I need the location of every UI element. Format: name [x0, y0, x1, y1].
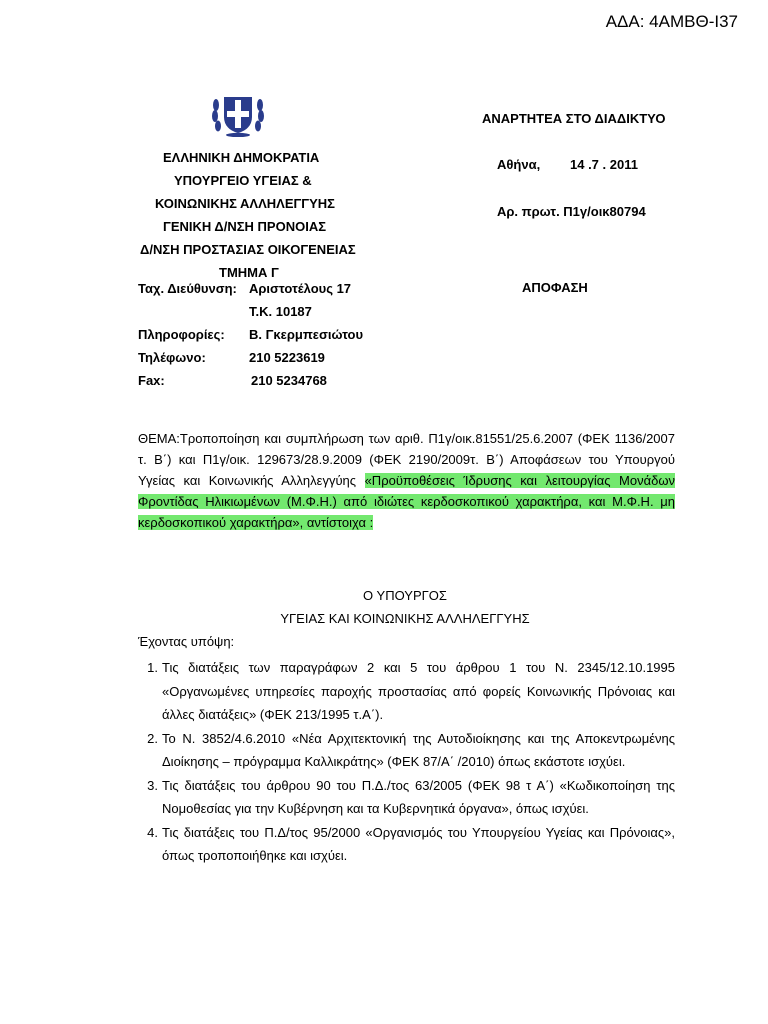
list-item-number: 1. — [147, 660, 158, 675]
list-item-number: 2. — [147, 730, 158, 746]
fax-label: Fax: — [138, 373, 165, 388]
list-item-number: 3. — [147, 777, 158, 793]
document-date: 14 .7 . 2011 — [570, 157, 638, 172]
phone-value: 210 5223619 — [249, 350, 325, 365]
protocol-number: Αρ. πρωτ. Π1γ/οικ80794 — [497, 204, 646, 219]
greek-coat-of-arms-emblem — [210, 91, 266, 137]
considering-heading: Έχοντας υπόψη: — [138, 634, 235, 649]
place-label: Αθήνα, — [497, 157, 541, 172]
list-item — [138, 821, 675, 868]
list-item-text: Τις διατάξεις του Π.Δ/τος 95/2000 «Οργανισμός του Υπουργείου Υγείας και Πρόνοιας», όπως τροποποιήθηκε και ισχύει. — [162, 824, 675, 863]
list-item — [138, 774, 675, 821]
list-item-number: 4. — [147, 824, 158, 840]
info-label: Πληροφορίες: — [138, 327, 225, 342]
address-label: Ταχ. Διεύθυνση: — [138, 281, 237, 296]
address-value: Αριστοτέλους 17 — [249, 281, 352, 296]
subject-highlighted-title: «Προϋποθέσεις Ίδρυσης και λειτουργίας Μονάδων Φροντίδας Ηλικιωμένων (Μ.Φ.Η.) από ιδιώτες κερδοσκοπικού χαρακτήρα, και Μ.Φ.Η. μη κερδοσκοπικού χαρακτήρα», αντίστοιχα : — [138, 473, 675, 530]
considerations-list — [138, 656, 675, 868]
decision-heading: ΑΠΟΦΑΣΗ — [522, 280, 588, 295]
org-line-republic: ΕΛΛΗΝΙΚΗ ΔΗΜΟΚΡΑΤΙΑ — [163, 150, 320, 165]
list-item — [138, 727, 675, 774]
fax-value: 210 5234768 — [251, 373, 327, 388]
phone-label: Τηλέφωνο: — [138, 350, 206, 365]
org-line-department: ΤΜΗΜΑ Γ — [219, 265, 279, 280]
list-item-text: Το Ν. 3852/4.6.2010 «Νέα Αρχιτεκτονική της Αυτοδιοίκησης και της Αποκεντρωμένης Διοίκησης – πρόγραμμα Καλλικράτης» (ΦΕΚ 87/Α΄ /2010) όπως εκάστοτε ισχύει. — [162, 730, 675, 769]
list-item — [138, 656, 675, 727]
minister-title: Ο ΥΠΟΥΡΓΟΣ — [363, 588, 447, 603]
list-item-text: Τις διατάξεις των παραγράφων 2 και 5 του άρθρου 1 του Ν. 2345/12.10.1995 «Οργανωμένες υπηρεσίες παροχής προστασίας από φορείς Κοινωνικής Πρόνοιας και άλλες διατάξεις» (ΦΕΚ 213/1995 τ.Α΄). — [162, 660, 675, 722]
list-item-text: Τις διατάξεις του άρθρου 90 του Π.Δ./τος 63/2005 (ΦΕΚ 98 τ Α΄) «Κωδικοποίηση της Νομοθεσίας για την Κυβέρνηση και τα Κυβερνητικά όργανα», όπως ισχύει. — [162, 777, 675, 816]
subject-text: ΘΕΜΑ:Τροποποίηση και συμπλήρωση των αριθ. Π1γ/οικ.81551/25.6.2007 (ΦΕΚ 1136/2007 τ. Β΄) και Π1γ/οικ. 129673/28.9.2009 (ΦΕΚ 2190/2009τ. Β΄) Αποφάσεων του Υπουργού Υγείας και Κοινωνικής Αλληλεγγύης — [138, 431, 675, 488]
minister-ministry: ΥΓΕΙΑΣ ΚΑΙ ΚΟΙΝΩΝΙΚΗΣ ΑΛΛΗΛΕΓΓΥΗΣ — [280, 611, 530, 626]
org-line-solidarity: ΚΟΙΝΩΝΙΚΗΣ ΑΛΛΗΛΕΓΓΥΗΣ — [155, 196, 335, 211]
org-line-directorate: Δ/ΝΣΗ ΠΡΟΣΤΑΣΙΑΣ ΟΙΚΟΓΕΝΕΙΑΣ — [140, 242, 356, 257]
subject-paragraph — [138, 428, 675, 533]
org-line-general-directorate: ΓΕΝΙΚΗ Δ/ΝΣΗ ΠΡΟΝΟΙΑΣ — [163, 219, 327, 234]
org-line-ministry: ΥΠΟΥΡΓΕΙΟ ΥΓΕΙΑΣ & — [174, 173, 312, 188]
ada-code: ΑΔΑ: 4ΑΜΒΘ-Ι37 — [605, 12, 738, 31]
info-value: Β. Γκερμπεσιώτου — [249, 327, 364, 342]
publish-note: ΑΝΑΡΤΗΤΕΑ ΣΤΟ ΔΙΑΔΙΚΤΥΟ — [482, 111, 666, 126]
postcode: Τ.Κ. 10187 — [249, 304, 312, 319]
